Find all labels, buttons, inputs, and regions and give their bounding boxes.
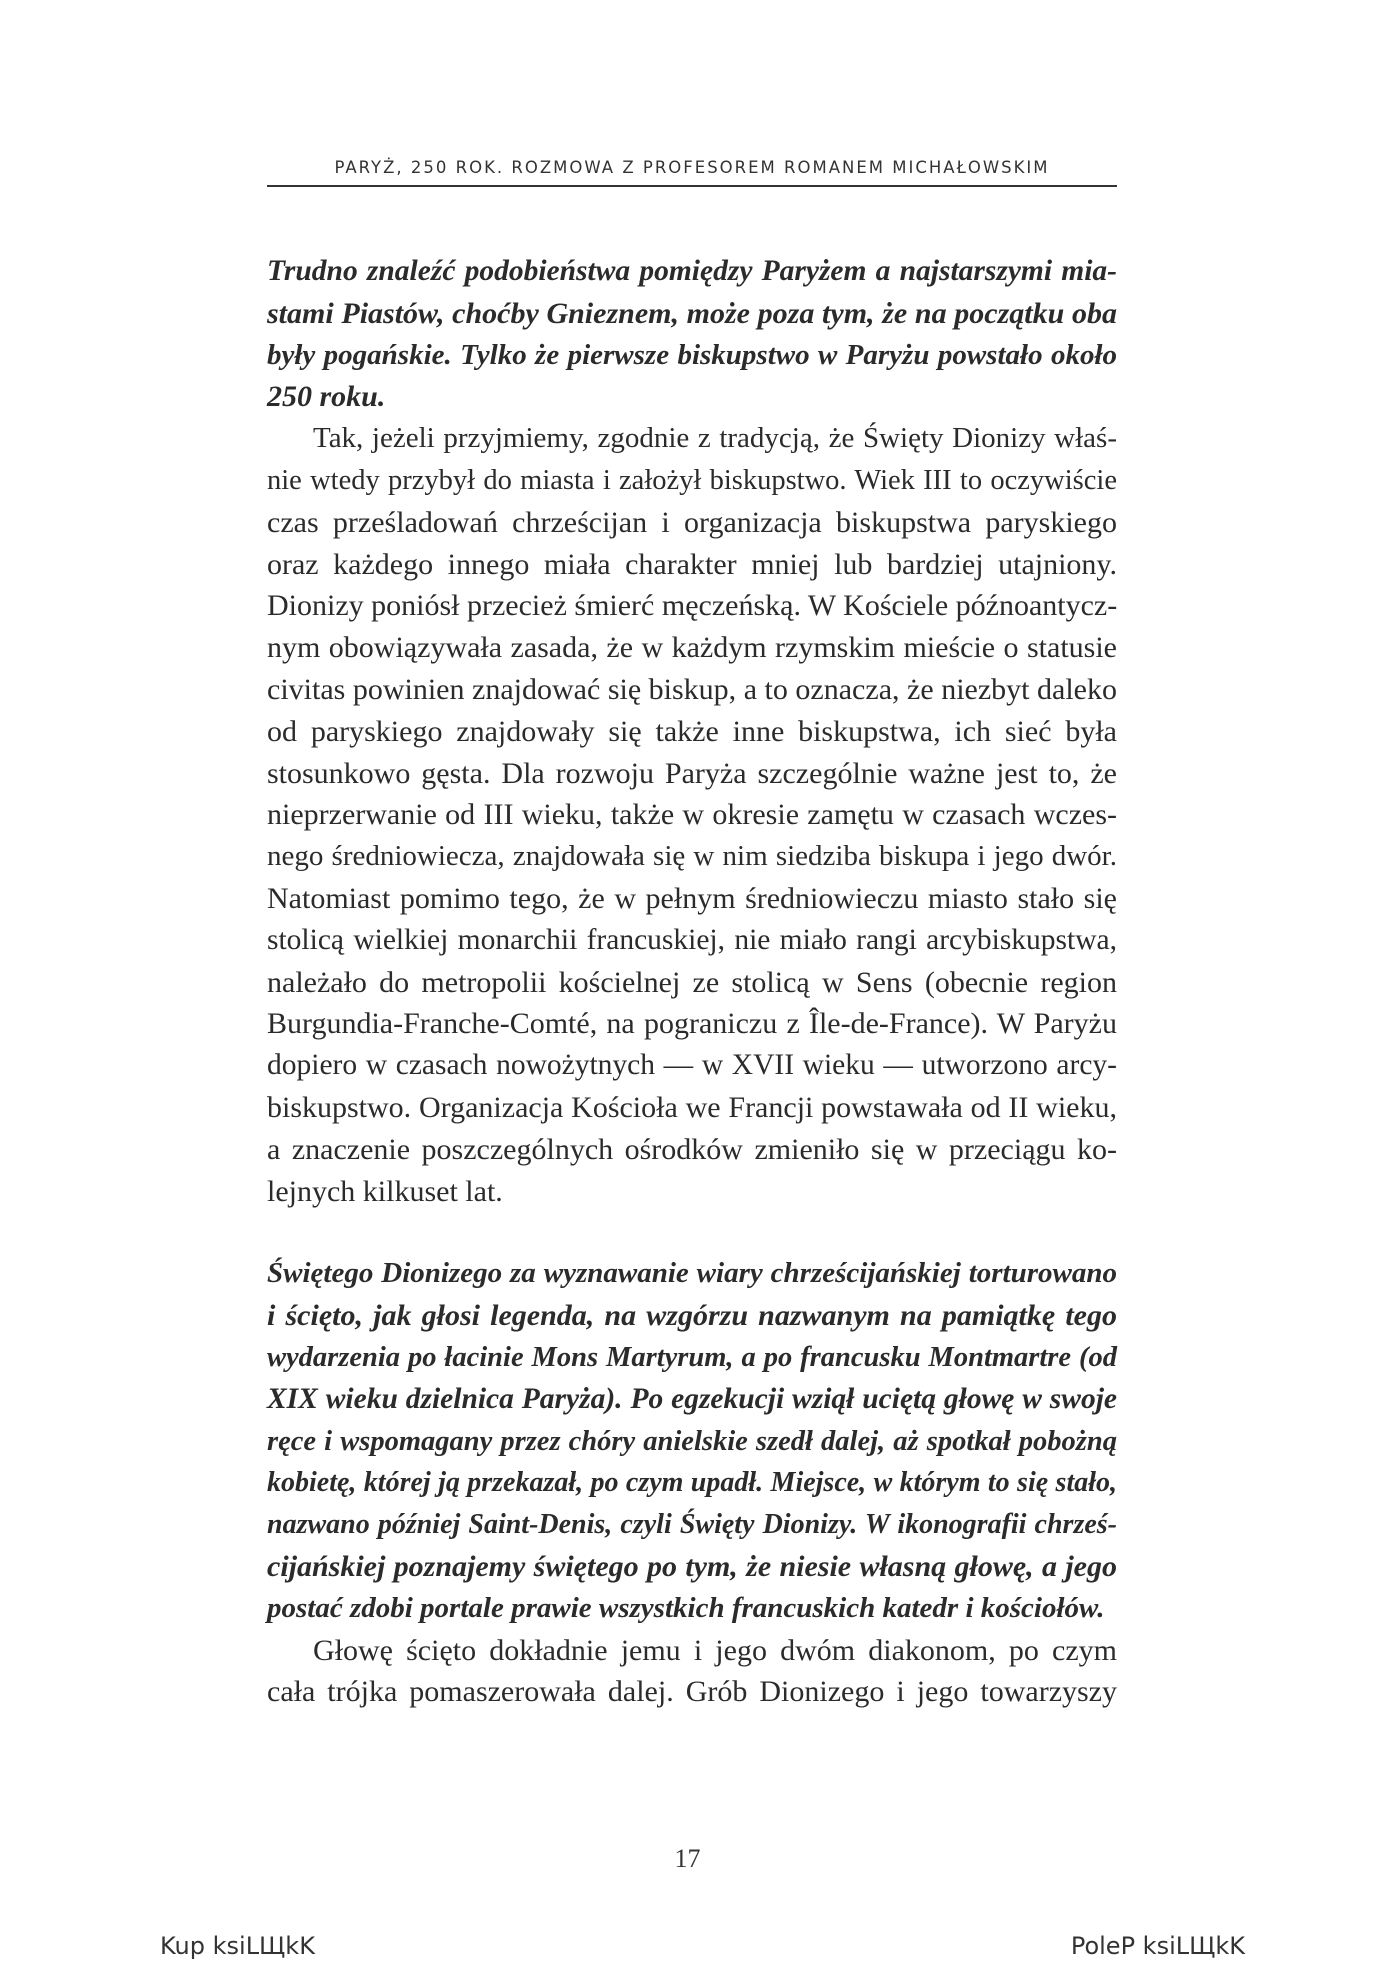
text-line: nego średniowiecza, znajdowała się w nim siedziba biskupa i jego dwór.: [267, 840, 1117, 873]
text-line: nym obowiązywała zasada, że w każdym rzymskim mieście o statusie: [267, 631, 1117, 665]
text-line: cijańskiej poznajemy świętego po tym, że niesie własną głowę, a jego: [267, 1549, 1117, 1583]
text-line: a znaczenie poszczególnych ośrodków zmieniło się w przeciągu ko-: [267, 1132, 1117, 1166]
text-line: oraz każdego innego miała charakter mniej lub bardziej utajniony.: [267, 547, 1117, 581]
recommend-book-link[interactable]: PoleP ksiLЩkK: [1070, 1932, 1245, 1960]
running-head: PARYŻ, 250 ROK. ROZMOWA Z PROFESOREM ROMANEM MICHAŁOWSKIM: [334, 158, 1050, 177]
text-line: Burgundia-Franche-Comté, na pograniczu z Île-de-France). W Paryżu: [267, 1007, 1117, 1041]
text-line: stami Piastów, choćby Gnieznem, może poza tym, że na początku oba: [267, 296, 1117, 330]
text-line: ręce i wspomagany przez chóry anielskie szedł dalej, aż spotkał pobożną: [267, 1425, 1117, 1457]
text-line: Natomiast pomimo tego, że w pełnym średniowieczu miasto stało się: [267, 881, 1117, 915]
page-number: 17: [674, 1844, 701, 1873]
text-line: Trudno znaleźć podobieństwa pomiędzy Paryżem a najstarszymi mia-: [267, 255, 1117, 287]
text-line: dopiero w czasach nowożytnych — w XVII wieku — utworzono arcy-: [267, 1049, 1117, 1082]
question-paragraph-1: [267, 251, 1117, 418]
body-text: [267, 251, 1117, 1713]
text-line: nieprzerwanie od III wieku, także w okresie zamętu w czasach wczes-: [267, 798, 1117, 832]
buy-book-link[interactable]: Kup ksiLЩkK: [160, 1932, 315, 1960]
text-line: XIX wieku dzielnica Paryża). Po egzekucji wziął uciętą głowę w swoje: [267, 1382, 1117, 1415]
text-line: od paryskiego znajdowały się także inne biskupstwa, ich sieć była: [267, 714, 1117, 748]
text-line: i ścięto, jak głosi legenda, na wzgórzu nazwanym na pamiątkę tego: [267, 1299, 1117, 1333]
text-line: lejnych kilkuset lat.: [267, 1174, 503, 1208]
text-line: stolicą wielkiej monarchii francuskiej, nie miało rangi arcybiskupstwa,: [267, 923, 1117, 956]
text-line: Świętego Dionizego za wyznawanie wiary chrześcijańskiej torturowano: [267, 1257, 1117, 1290]
text-line: nazwano później Saint-Denis, czyli Święty Dionizy. W ikonografii chrześ-: [267, 1509, 1117, 1541]
header-rule: [267, 185, 1117, 187]
text-line: należało do metropolii kościelnej ze stolicą w Sens (obecnie region: [267, 965, 1117, 999]
text-line: biskupstwo. Organizacja Kościoła we Francji powstawała od II wieku,: [267, 1090, 1117, 1124]
text-line: civitas powinien znajdować się biskup, a to oznacza, że niezbyt daleko: [267, 672, 1117, 706]
text-line: nie wtedy przybył do miasta i założył biskupstwo. Wiek III to oczywiście: [267, 464, 1117, 496]
question-paragraph-2: [267, 1253, 1117, 1629]
text-line: postać zdobi portale prawie wszystkich francuskich katedr i kościołów.: [267, 1591, 1105, 1624]
text-line: Tak, jeżeli przyjmiemy, zgodnie z tradycją, że Święty Dionizy właś-: [313, 422, 1117, 455]
text-line: były pogańskie. Tylko że pierwsze biskupstwo w Paryżu powstało około: [267, 338, 1117, 371]
section-gap: [267, 1212, 1117, 1253]
text-line: Głowę ścięto dokładnie jemu i jego dwóm diakonom, po czym: [313, 1633, 1117, 1667]
text-line: czas prześladowań chrześcijan i organizacja biskupstwa paryskiego: [267, 505, 1117, 539]
text-line: stosunkowo gęsta. Dla rozwoju Paryża szczególnie ważne jest to, że: [267, 756, 1117, 790]
text-line: kobietę, której ją przekazał, po czym upadł. Miejsce, w którym to się stało,: [267, 1467, 1117, 1499]
text-line: wydarzenia po łacinie Mons Martyrum, a po francusku Montmartre (od: [267, 1341, 1117, 1373]
answer-paragraph-1: [267, 418, 1117, 1212]
text-line: cała trójka pomaszerowała dalej. Grób Dionizego i jego towarzyszy: [267, 1675, 1117, 1709]
text-line: 250 roku.: [267, 380, 386, 414]
text-line: Dionizy poniósł przecież śmierć męczeńską. W Kościele późnoantycz-: [267, 589, 1118, 623]
answer-paragraph-2: [267, 1630, 1117, 1714]
